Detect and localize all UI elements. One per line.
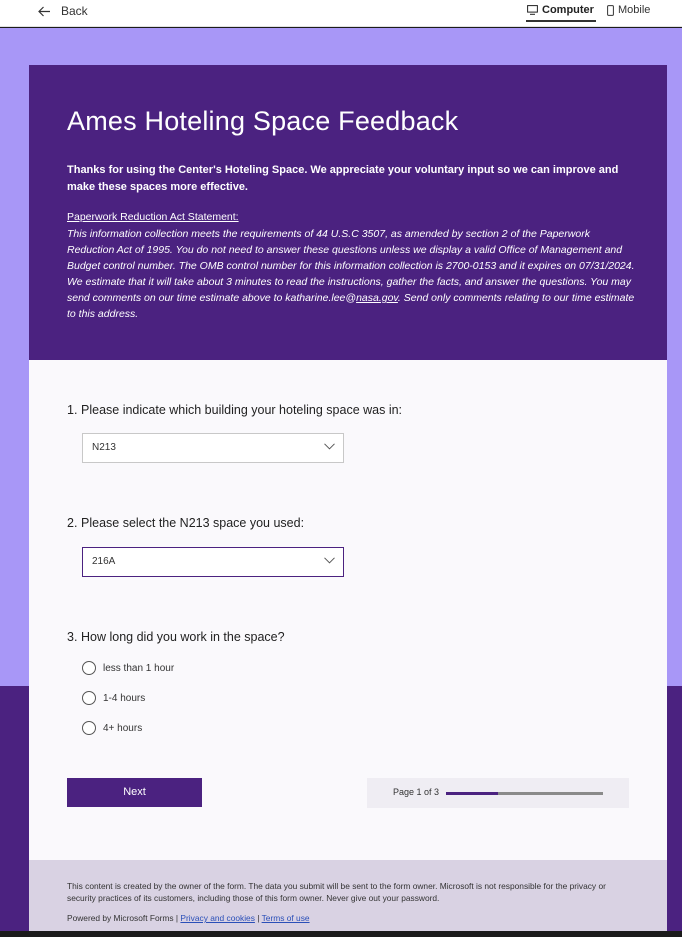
question-3 — [67, 630, 285, 644]
question-2 — [67, 516, 304, 530]
chevron-down-icon — [324, 557, 335, 564]
mobile-view-tab[interactable] — [607, 4, 650, 16]
footer-separator: | — [257, 913, 260, 923]
prra-email-link[interactable]: nasa.gov — [356, 292, 398, 304]
radio-button[interactable] — [82, 661, 96, 675]
privacy-link[interactable]: Privacy and cookies — [180, 913, 255, 923]
bottom-strip — [0, 931, 682, 937]
back-label: Back — [61, 4, 88, 18]
question-1 — [67, 403, 402, 417]
form-body — [29, 360, 667, 860]
next-button[interactable]: Next — [67, 778, 202, 807]
page-number-text: Page 1 of 3 — [393, 787, 440, 797]
space-dropdown[interactable] — [82, 547, 344, 577]
dropdown-value: N213 — [92, 442, 116, 453]
form-footer — [29, 860, 667, 931]
mobile-view-label: Mobile — [618, 4, 651, 16]
back-button[interactable] — [38, 4, 88, 18]
option-label: less than 1 hour — [103, 662, 175, 674]
radio-button[interactable] — [82, 721, 96, 735]
question-number: 3. — [67, 630, 78, 644]
building-dropdown[interactable] — [82, 433, 344, 463]
top-bar — [0, 0, 682, 27]
question-number: 1. — [67, 403, 78, 417]
chevron-down-icon — [324, 443, 335, 450]
progress-fill — [446, 792, 498, 795]
dropdown-value: 216A — [92, 556, 116, 567]
option-label: 1-4 hours — [103, 692, 146, 704]
prra-body: This information collection meets the requirements of 44 U.S.C 3507, as amended by section 2 of the Paperwork Reduction Act of 1995. You do not need to answer these questions unless we display a valid Office of Management and Budget control number. The OMB control number for this information collection is 2700-0153 and it expires on 07/31/2024. We estimate that it will take about 3 minutes to read the instructions, gather the facts, and answer the questions. You may send comments on our time estimate above to katharine.lee@ — [67, 228, 635, 304]
form-intro: Thanks for using the Center's Hoteling Space. We appreciate your voluntary input so we can improve and make these spaces more effective. — [67, 164, 619, 193]
powered-by-text: Powered by Microsoft Forms | — [67, 913, 179, 923]
option-label: 4+ hours — [103, 722, 143, 734]
prra-tail: . Send only comments relating to our time estimate to this address. — [67, 292, 635, 320]
prra-heading: Paperwork Reduction Act Statement: — [67, 211, 239, 223]
progress-track — [446, 792, 603, 795]
question-number: 2. — [67, 516, 78, 530]
powered-by — [67, 913, 310, 923]
form-header — [29, 65, 667, 360]
monitor-icon — [527, 5, 538, 15]
footer-disclaimer: This content is created by the owner of the form. The data you submit will be sent to the form owner. Microsoft is not responsible for the privacy or security practices of its customers, including those of this form owner. Never give out your password. — [67, 881, 606, 903]
duration-option-4-plus-hours[interactable] — [82, 721, 142, 735]
question-text: Please indicate which building your hoteling space was in: — [81, 403, 403, 417]
computer-view-tab[interactable] — [527, 4, 594, 16]
prra-statement — [67, 226, 637, 322]
duration-option-less-than-1-hour[interactable] — [82, 661, 174, 675]
terms-link[interactable]: Terms of use — [261, 913, 310, 923]
form-title: Ames Hoteling Space Feedback — [67, 106, 459, 136]
page-indicator — [367, 778, 629, 808]
question-text: Please select the N213 space you used: — [81, 516, 305, 530]
question-text: How long did you work in the space? — [81, 630, 285, 644]
computer-view-label: Computer — [542, 4, 594, 16]
phone-icon — [607, 5, 614, 16]
duration-option-1-4-hours[interactable] — [82, 691, 145, 705]
arrow-left-icon — [38, 6, 51, 17]
radio-button[interactable] — [82, 691, 96, 705]
